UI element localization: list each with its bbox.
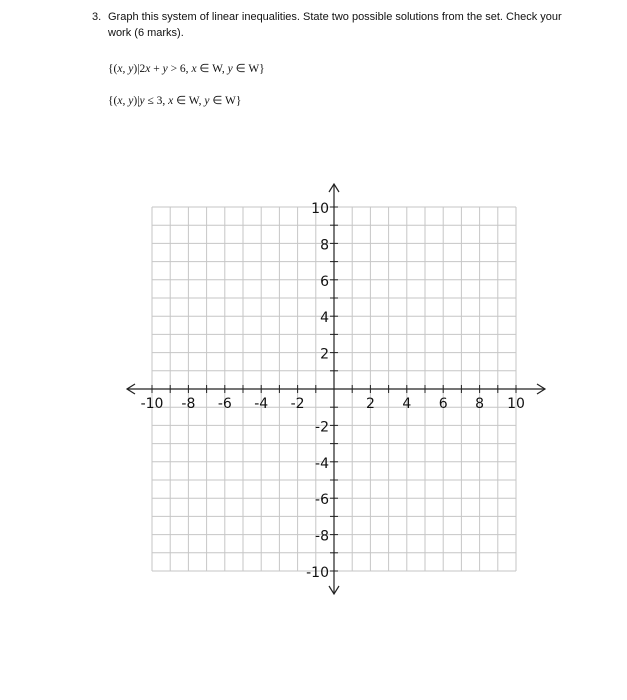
y-tick-label: 2 [320, 346, 329, 363]
set-1-open: {( [108, 63, 118, 75]
x-tick-label: 10 [507, 396, 525, 412]
set-2-vars: x, y [117, 95, 134, 107]
question-number: 3. [92, 11, 102, 23]
set-1-in-2: ∈ W} [232, 63, 265, 75]
y-tick-label: 6 [320, 273, 329, 290]
x-tick-label: 8 [475, 396, 485, 412]
set-1-lhs-y: y [162, 63, 168, 75]
set-1-lhs-x: x [145, 63, 151, 75]
set-1-domain-y: y [227, 63, 233, 75]
y-tick-label: 8 [320, 237, 329, 254]
set-2-domain-x: x [168, 95, 174, 107]
y-tick-label: 10 [311, 201, 329, 217]
y-tick-label: -2 [315, 419, 329, 436]
x-tick-label: -4 [254, 396, 269, 412]
x-tick-label: -10 [140, 396, 164, 412]
x-tick-label: -2 [290, 396, 305, 412]
set-2-open: {( [108, 95, 118, 107]
y-tick-label: -6 [315, 492, 329, 509]
set-2-domain-y: y [204, 95, 210, 107]
x-tick-label: -6 [217, 396, 232, 412]
set-2-bar: )| [133, 95, 140, 107]
question-text: Graph this system of linear inequalities. State two possible solutions from the set. Check your work (6 marks). [108, 11, 562, 39]
x-tick-label: -8 [181, 396, 196, 412]
set-1-vars: x, y [117, 63, 134, 75]
tick-labels [141, 201, 525, 581]
set-2-in-2: ∈ W} [209, 95, 242, 107]
x-tick-label: 6 [438, 396, 448, 412]
axes [127, 184, 545, 594]
x-tick-label: 4 [402, 396, 412, 412]
set-2-relation: ≤ 3, [144, 95, 169, 107]
set-2-lhs-y: y [139, 95, 145, 107]
set-1-in-1: ∈ W, [196, 63, 228, 75]
set-1-plus: + [150, 63, 163, 75]
y-tick-label: -10 [306, 565, 329, 581]
y-tick-label: 4 [320, 310, 329, 327]
set-1-domain-x: x [191, 63, 197, 75]
y-tick-label: -4 [315, 455, 329, 472]
x-tick-label: 2 [365, 396, 375, 412]
y-tick-label: -8 [315, 528, 329, 545]
set-1-relation: > 6, [167, 63, 192, 75]
set-2-in-1: ∈ W, [173, 95, 205, 107]
set-1-bar: )|2 [133, 63, 146, 75]
